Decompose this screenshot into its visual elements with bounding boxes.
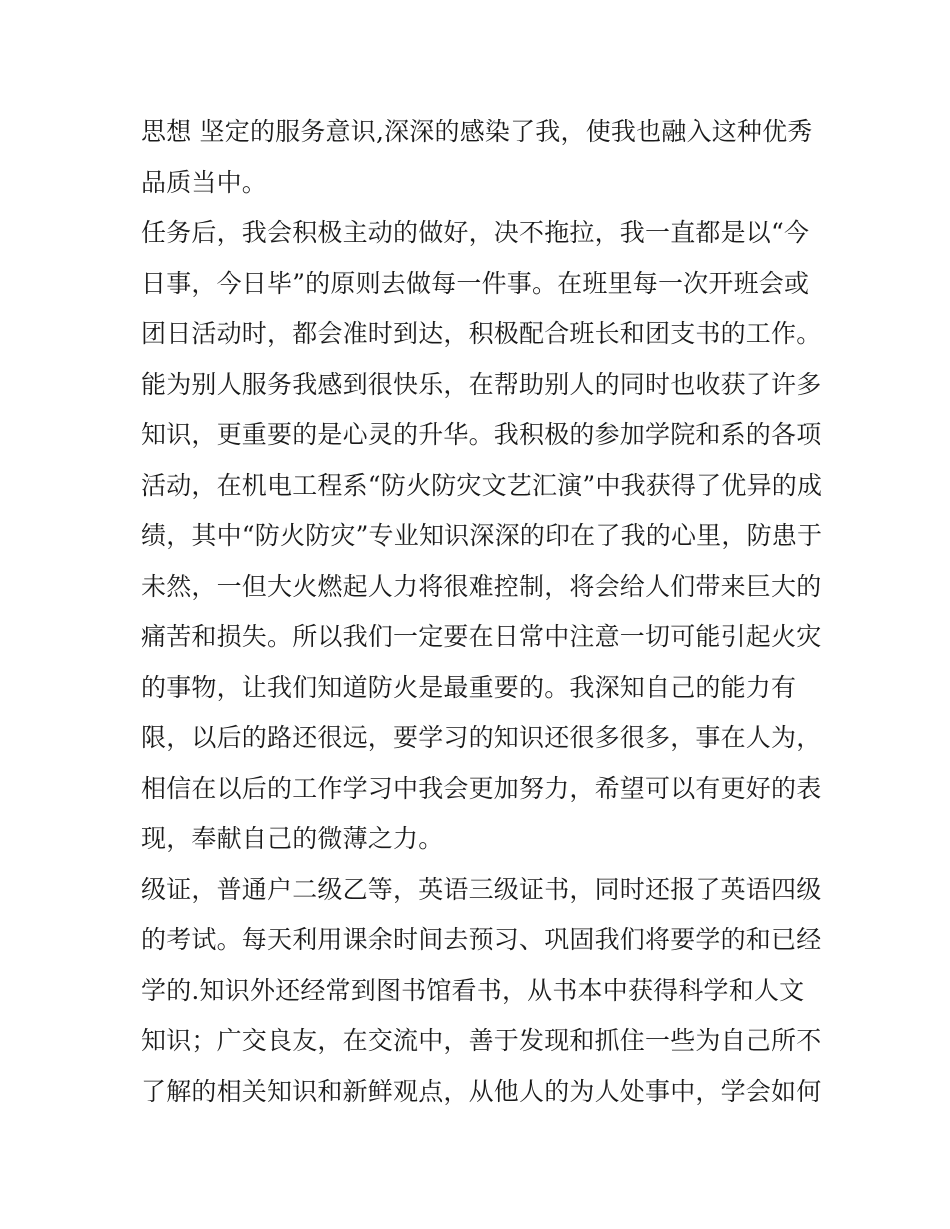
text-line: 能为别人服务我感到很快乐，在帮助别人的同时也收获了许多 — [141, 370, 822, 399]
text-line: 活动，在机电工程系“防火防灾文艺汇演”中我获得了优异的成 — [141, 471, 823, 500]
text-line: 现，奉献自己的微薄之力。 — [141, 824, 444, 853]
text-line: 思想 坚定的服务意识,深深的感染了我，使我也融入这种优秀 — [141, 117, 813, 146]
text-line: 的考试。每天利用课余时间去预习、巩固我们将要学的和已经 — [141, 925, 822, 954]
text-line: 团日活动时，都会准时到达，积极配合班长和团支书的工作。 — [141, 319, 822, 348]
text-line: 未然，一但大火燃起人力将很难控制，将会给人们带来巨大的 — [141, 572, 822, 601]
text-line: 的事物，让我们知道防火是最重要的。我深知自己的能力有 — [141, 673, 797, 702]
text-line: 知识；广交良友，在交流中，善于发现和抓住一些为自己所不 — [141, 1026, 822, 1055]
text-line: 知识，更重要的是心灵的升华。我积极的参加学院和系的各项 — [141, 420, 822, 449]
text-line: 品质当中。 — [141, 168, 268, 197]
text-line: 了解的相关知识和新鲜观点，从他人的为人处事中，学会如何 — [141, 1077, 822, 1106]
text-line: 限，以后的路还很远，要学习的知识还很多很多，事在人为， — [141, 723, 822, 752]
text-line: 日事，今日毕”的原则去做每一件事。在班里每一次开班会或 — [141, 269, 810, 298]
text-line: 学的.知识外还经常到图书馆看书，从书本中获得科学和人文 — [141, 976, 805, 1005]
text-line: 相信在以后的工作学习中我会更加努力，希望可以有更好的表 — [141, 774, 822, 803]
text-line: 痛苦和损失。所以我们一定要在日常中注意一切可能引起火灾 — [141, 622, 822, 651]
text-line: 级证，普通户二级乙等，英语三级证书，同时还报了英语四级 — [141, 875, 822, 904]
text-line: 任务后，我会积极主动的做好，决不拖拉，我一直都是以“今 — [141, 218, 810, 247]
text-line: 绩，其中“防火防灾”专业知识深深的印在了我的心里，防患于 — [141, 521, 823, 550]
